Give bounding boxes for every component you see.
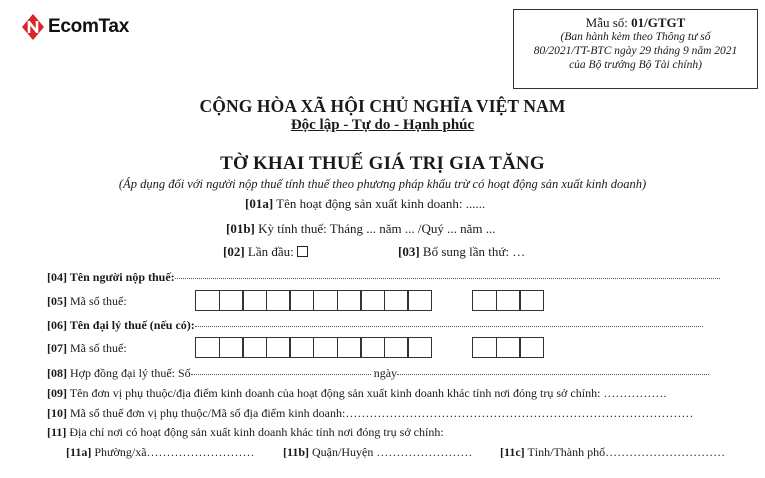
field-03[interactable] xyxy=(398,244,525,260)
field-code: [05] xyxy=(47,294,67,308)
field-label: Hợp đồng đại lý thuế: Số xyxy=(67,366,191,380)
field-code: [01a] xyxy=(245,196,274,211)
field-09[interactable] xyxy=(47,386,666,401)
motto-text: Độc lập - Tự do - Hạnh phúc xyxy=(290,117,475,133)
field-label: Bổ sung lần thứ: … xyxy=(419,244,526,259)
form-code-box xyxy=(513,9,758,89)
form-issued-line-2: 80/2021/TT-BTC ngày 29 tháng 9 năm 2021 xyxy=(533,45,738,57)
field-code: [09] xyxy=(47,386,67,400)
field-label: Tên người nộp thuế: xyxy=(67,270,175,284)
digit-box[interactable] xyxy=(384,337,409,358)
field-04[interactable] xyxy=(47,270,720,285)
digit-box[interactable] xyxy=(289,290,314,311)
field-code: [03] xyxy=(398,244,420,259)
field-code: [11] xyxy=(47,425,67,439)
contract-number-input[interactable] xyxy=(191,373,371,375)
field-11 xyxy=(47,425,444,440)
tax-code-boxes-07[interactable] xyxy=(195,337,432,358)
field-01b[interactable] xyxy=(226,221,496,237)
field-label: Quận/Huyện …………………… xyxy=(309,445,473,459)
motto xyxy=(0,117,765,134)
field-label: Tên đại lý thuế (nếu có): xyxy=(67,318,195,332)
field-11a[interactable] xyxy=(66,445,255,460)
digit-box[interactable] xyxy=(219,290,244,311)
branch-code-boxes-07[interactable] xyxy=(472,337,544,358)
digit-box[interactable] xyxy=(519,337,544,358)
ecomtax-logo-icon xyxy=(22,14,44,40)
date-label: ngày xyxy=(370,366,398,380)
brand-logo xyxy=(22,14,129,40)
field-code: [08] xyxy=(47,366,67,380)
field-code: [11b] xyxy=(283,445,310,459)
field-07-label xyxy=(47,341,127,356)
contract-date-input[interactable] xyxy=(397,373,709,375)
field-02 xyxy=(223,244,308,260)
form-issued-line-3: của Bộ trưởng Bộ Tài chính) xyxy=(569,59,702,71)
field-05-label xyxy=(47,294,127,309)
field-label: Kỳ tính thuế: Tháng ... năm ... /Quý ... năm ... xyxy=(254,221,496,236)
field-label: Tỉnh/Thành phố………………………… xyxy=(524,445,726,459)
field-10[interactable] xyxy=(47,406,693,421)
field-code: [01b] xyxy=(226,221,255,236)
digit-box[interactable] xyxy=(472,290,497,311)
digit-box[interactable] xyxy=(266,337,291,358)
tax-code-boxes-05[interactable] xyxy=(195,290,432,311)
field-11c[interactable] xyxy=(500,445,725,460)
digit-box[interactable] xyxy=(195,337,220,358)
digit-box[interactable] xyxy=(219,337,244,358)
field-label: Phường/xã……………………… xyxy=(91,445,255,459)
digit-box[interactable] xyxy=(360,290,385,311)
digit-box[interactable] xyxy=(337,337,362,358)
field-code: [02] xyxy=(223,244,245,259)
digit-box[interactable] xyxy=(496,337,521,358)
tax-agent-name-input[interactable] xyxy=(195,325,703,327)
digit-box[interactable] xyxy=(337,290,362,311)
page-title: TỜ KHAI THUẾ GIÁ TRỊ GIA TĂNG xyxy=(220,153,545,174)
digit-box[interactable] xyxy=(360,337,385,358)
branch-code-boxes-05[interactable] xyxy=(472,290,544,311)
digit-box[interactable] xyxy=(266,290,291,311)
field-label: Mã số thuế: xyxy=(67,341,127,355)
form-issued-line-1: (Ban hành kèm theo Thông tư số xyxy=(560,31,711,43)
field-label: Mã số thuế: xyxy=(67,294,127,308)
field-08[interactable] xyxy=(47,366,709,381)
nation-heading: CỘNG HÒA XÃ HỘI CHỦ NGHĨA VIỆT NAM xyxy=(199,96,566,116)
taxpayer-name-input[interactable] xyxy=(175,277,720,279)
digit-box[interactable] xyxy=(472,337,497,358)
page-subtitle: (Áp dụng đối với người nộp thuế tính thuế theo phương pháp khấu trừ có hoạt động sản xuất kinh doanh) xyxy=(118,177,647,191)
first-time-checkbox[interactable] xyxy=(297,246,308,257)
field-code: [10] xyxy=(47,406,67,420)
digit-box[interactable] xyxy=(195,290,220,311)
digit-box[interactable] xyxy=(407,337,432,358)
field-label: Tên hoạt động sản xuất kinh doanh: ...... xyxy=(273,196,486,211)
form-code-value: 01/GTGT xyxy=(631,15,686,30)
field-01a[interactable] xyxy=(245,196,485,212)
field-label: Lần đầu: xyxy=(244,244,294,259)
field-label: Địa chỉ nơi có hoạt động sản xuất kinh doanh khác tỉnh nơi đóng trụ sở chính: xyxy=(66,425,444,439)
digit-box[interactable] xyxy=(496,290,521,311)
field-code: [11c] xyxy=(500,445,525,459)
digit-box[interactable] xyxy=(289,337,314,358)
form-code-label: Mẫu số: xyxy=(585,15,632,30)
digit-box[interactable] xyxy=(313,290,338,311)
digit-box[interactable] xyxy=(519,290,544,311)
field-label: Tên đơn vị phụ thuộc/địa điểm kinh doanh của hoạt động sản xuất kinh doanh khác tỉnh nơi đóng trụ sở chính: ……………. xyxy=(67,386,667,400)
form-code-line xyxy=(514,15,757,30)
field-code: [06] xyxy=(47,318,67,332)
field-06[interactable] xyxy=(47,318,703,333)
field-11b[interactable] xyxy=(283,445,472,460)
field-code: [04] xyxy=(47,270,67,284)
field-code: [11a] xyxy=(66,445,92,459)
digit-box[interactable] xyxy=(242,337,267,358)
digit-box[interactable] xyxy=(242,290,267,311)
digit-box[interactable] xyxy=(384,290,409,311)
brand-name: EcomTax xyxy=(48,16,129,37)
digit-box[interactable] xyxy=(313,337,338,358)
field-code: [07] xyxy=(47,341,67,355)
digit-box[interactable] xyxy=(407,290,432,311)
field-label: Mã số thuế đơn vị phụ thuộc/Mã số địa điểm kinh doanh:…………………………………………………………………………… xyxy=(67,406,694,420)
